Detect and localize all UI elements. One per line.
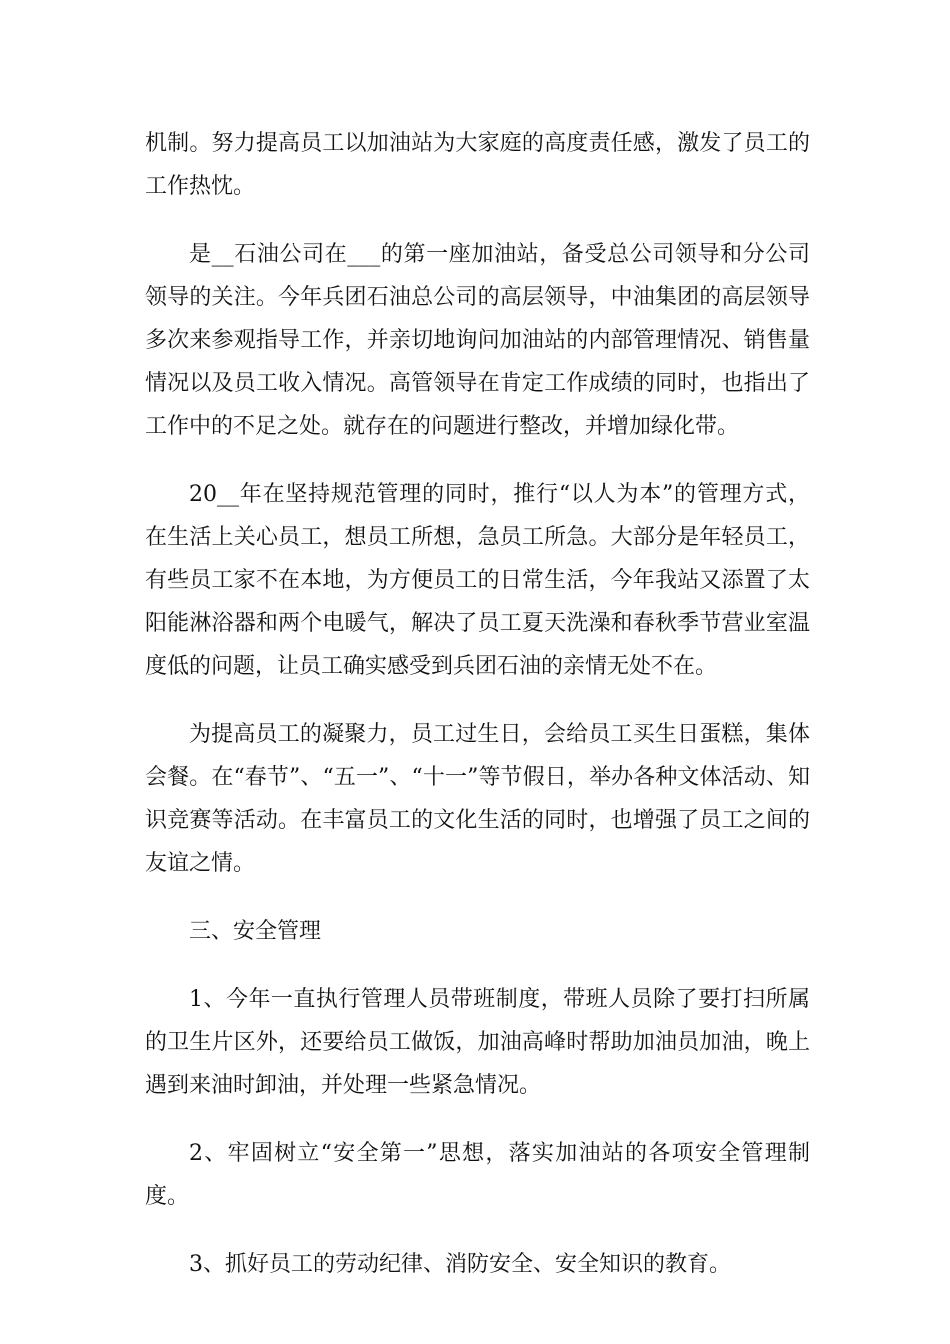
paragraph-continuation: 机制。努力提高员工以加油站为大家庭的高度责任感，激发了员工的工作热忱。 xyxy=(145,131,810,199)
paragraph-cohesion: 为提高员工的凝聚力，员工过生日，会给员工买生日蛋糕，集体会餐。在“春节”、“五一”、“十一”等节假日，举办各种文体活动、知识竞赛等活动。在丰富员工的文化生活的同时，也增强了员工之间的友谊之情。 xyxy=(145,722,810,876)
list-item-2: 2、牢固树立“安全第一”思想，落实加油站的各项安全管理制度。 xyxy=(145,1141,810,1209)
paragraph-company-attention: 是__石油公司在___的第一座加油站，备受总公司领导和分公司领导的关注。今年兵团石油总公司的高层领导，中油集团的高层领导多次来参观指导工作，并亲切地询问加油站的内部管理情况、销售量情况以及员工收入情况。高管领导在肯定工作成绩的同时，也指出了工作中的不足之处。就存在的问题进行整改，并增加绿化带。 xyxy=(145,242,810,439)
document-body xyxy=(145,122,810,1311)
list-item-1: 1、今年一直执行管理人员带班制度，带班人员除了要打扫所属的卫生片区外，还要给员工做饭，加油高峰时帮助加油员加油，晚上遇到来油时卸油，并处理一些紧急情况。 xyxy=(145,987,810,1098)
list-item-3: 3、抓好员工的劳动纪律、消防安全、安全知识的教育。 xyxy=(189,1252,731,1277)
paragraph-people-oriented: 20__年在坚持规范管理的同时，推行“以人为本”的管理方式，在生活上关心员工，想员工所想，急员工所急。大部分是年轻员工，有些员工家不在本地，为方便员工的日常生活，今年我站又添置了太阳能淋浴器和两个电暖气，解决了员工夏天洗澡和春秋季节营业室温度低的问题，让员工确实感受到兵团石油的亲情无处不在。 xyxy=(145,482,810,679)
section-heading-safety: 三、安全管理 xyxy=(189,919,322,944)
